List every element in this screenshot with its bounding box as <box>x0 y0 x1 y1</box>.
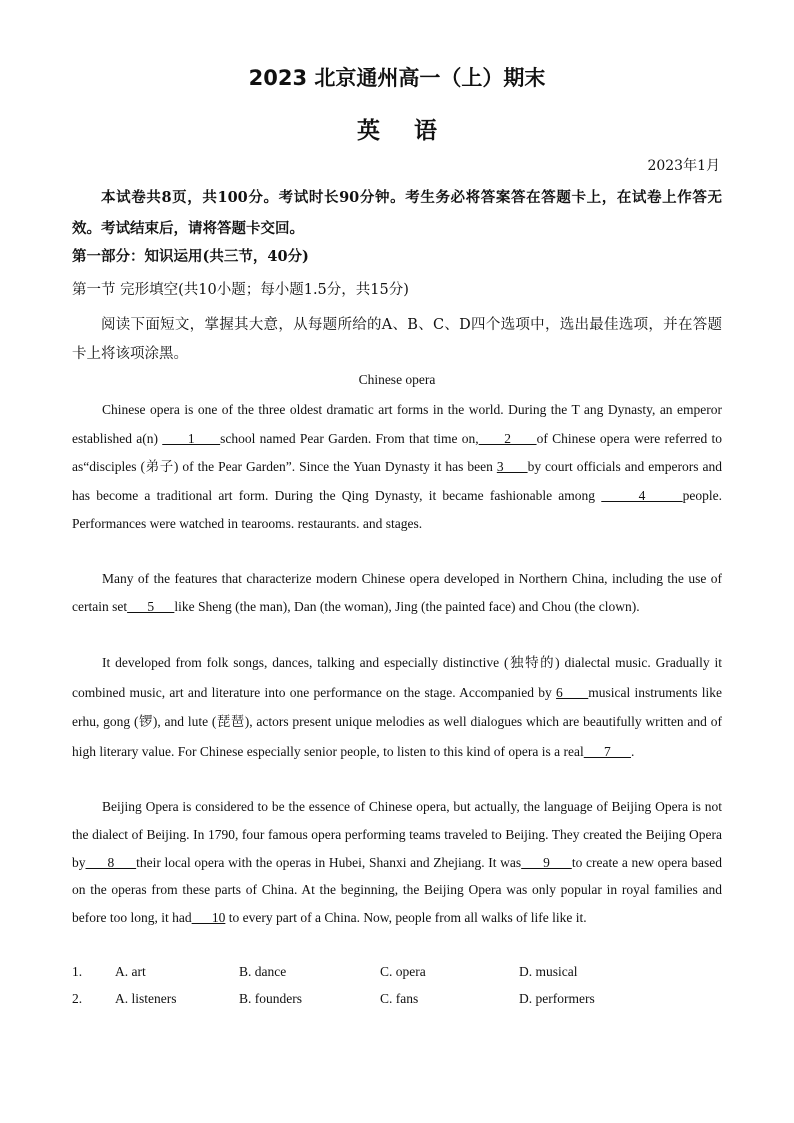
passage-text: to create a new opera based on the operas from these parts of China. At the beginning, the Beijing Opera was only popular in royal families and before too long, it had <box>72 854 723 926</box>
passage-text: Chinese opera is one of the three oldest dramatic art forms in the world. During the T ang Dynasty, an emperor established a(n) <box>72 402 722 446</box>
question-number: 1. <box>72 964 83 979</box>
blank-1: 1 <box>162 430 221 446</box>
exam-title: 2023 北京通州高一（上）期末 <box>248 66 546 90</box>
passage-paragraph-4 <box>72 793 722 932</box>
passage-text: like Sheng (the man), Dan (the woman), Jing (the painted face) and Chou (the clown). <box>174 599 640 614</box>
option-d: D. musical <box>519 964 578 979</box>
question-options-1 <box>72 961 722 983</box>
subject-heading: 英语 <box>357 118 471 144</box>
passage-text: their local opera with the operas in Hubei, Shanxi and Zhejiang. It was <box>136 854 522 870</box>
blank-10: 10 <box>191 910 226 926</box>
passage-text: . <box>631 743 635 759</box>
blank-9: 9 <box>521 854 572 870</box>
option-a: A. listeners <box>115 991 177 1006</box>
blank-5: 5 <box>127 599 175 614</box>
blank-7: 7 <box>583 743 631 759</box>
passage-text: Many of the features that characterize modern Chinese opera developed in Northern China, including the use of certain set <box>72 571 722 614</box>
blank-2: 2 <box>478 430 537 446</box>
option-c: C. opera <box>380 964 426 979</box>
option-a: A. art <box>115 964 146 979</box>
passage-text: people. Performances were watched in tearooms. restaurants. and stages. <box>72 487 722 531</box>
passage-text: of Chinese opera were referred to as“disciples (弟子) of the Pear Garden”. Since the Yuan Dynasty it has been <box>72 430 723 474</box>
blank-3: 3 <box>496 459 528 474</box>
option-b: B. founders <box>239 991 302 1006</box>
blank-8: 8 <box>85 854 137 870</box>
question-options-2 <box>72 988 722 1010</box>
passage-text: Beijing Opera is considered to be the essence of Chinese opera, but actually, the language of Beijing Opera is not the dialect of Beijing. In 1790, four famous opera performing teams traveled to Beijing. They created the Beijing Opera by <box>72 799 722 870</box>
passage-paragraph-1 <box>72 396 722 539</box>
passage-title: Chinese opera <box>358 372 436 387</box>
blank-6: 6 <box>556 684 589 700</box>
part-one-heading: 第一部分：知识运用(共三节，40分) <box>72 248 309 265</box>
passage-text: It developed from folk songs, dances, talking and especially distinctive (独特的) dialectal music. Gradually it combined music, art and literature into one performance on the stage. Accompanied by <box>72 655 722 700</box>
passage-paragraph-3 <box>72 648 722 766</box>
passage-text: musical instruments like erhu, gong (锣), and lute (琵琶), actors present unique melodies as well dialogues which are beautifully written and of high literary value. For Chinese especially senior people, to listen to this kind of opera is a real <box>72 684 723 759</box>
exam-instructions: 本试卷共8页，共100分。考试时长90分钟。考生务必将答案答在答题卡上，在试卷上作答无效。考试结束后，请将答题卡交回。 <box>72 189 722 237</box>
passage-paragraph-2 <box>72 565 722 621</box>
option-c: C. fans <box>380 991 419 1006</box>
passage-text: to every part of a China. Now, people from all walks of life like it. <box>225 910 587 926</box>
question-number: 2. <box>72 991 83 1006</box>
section-one-heading: 第一节 完形填空(共10小题；每小题1.5分，共15分) <box>72 282 409 298</box>
passage-text: by court officials and emperors and has become a traditional art form. During the Qing Dynasty, it became fashionable among <box>72 459 722 503</box>
exam-date: 2023年1月 <box>647 158 720 174</box>
blank-4: 4 <box>601 487 683 503</box>
passage-text: school named Pear Garden. From that time on, <box>220 430 479 446</box>
option-d: D. performers <box>519 991 595 1006</box>
cloze-directions: 阅读下面短文，掌握其大意，从每题所给的A、B、C、D四个选项中，选出最佳选项，并在答题卡上将该项涂黑。 <box>72 317 722 362</box>
option-b: B. dance <box>239 964 287 979</box>
